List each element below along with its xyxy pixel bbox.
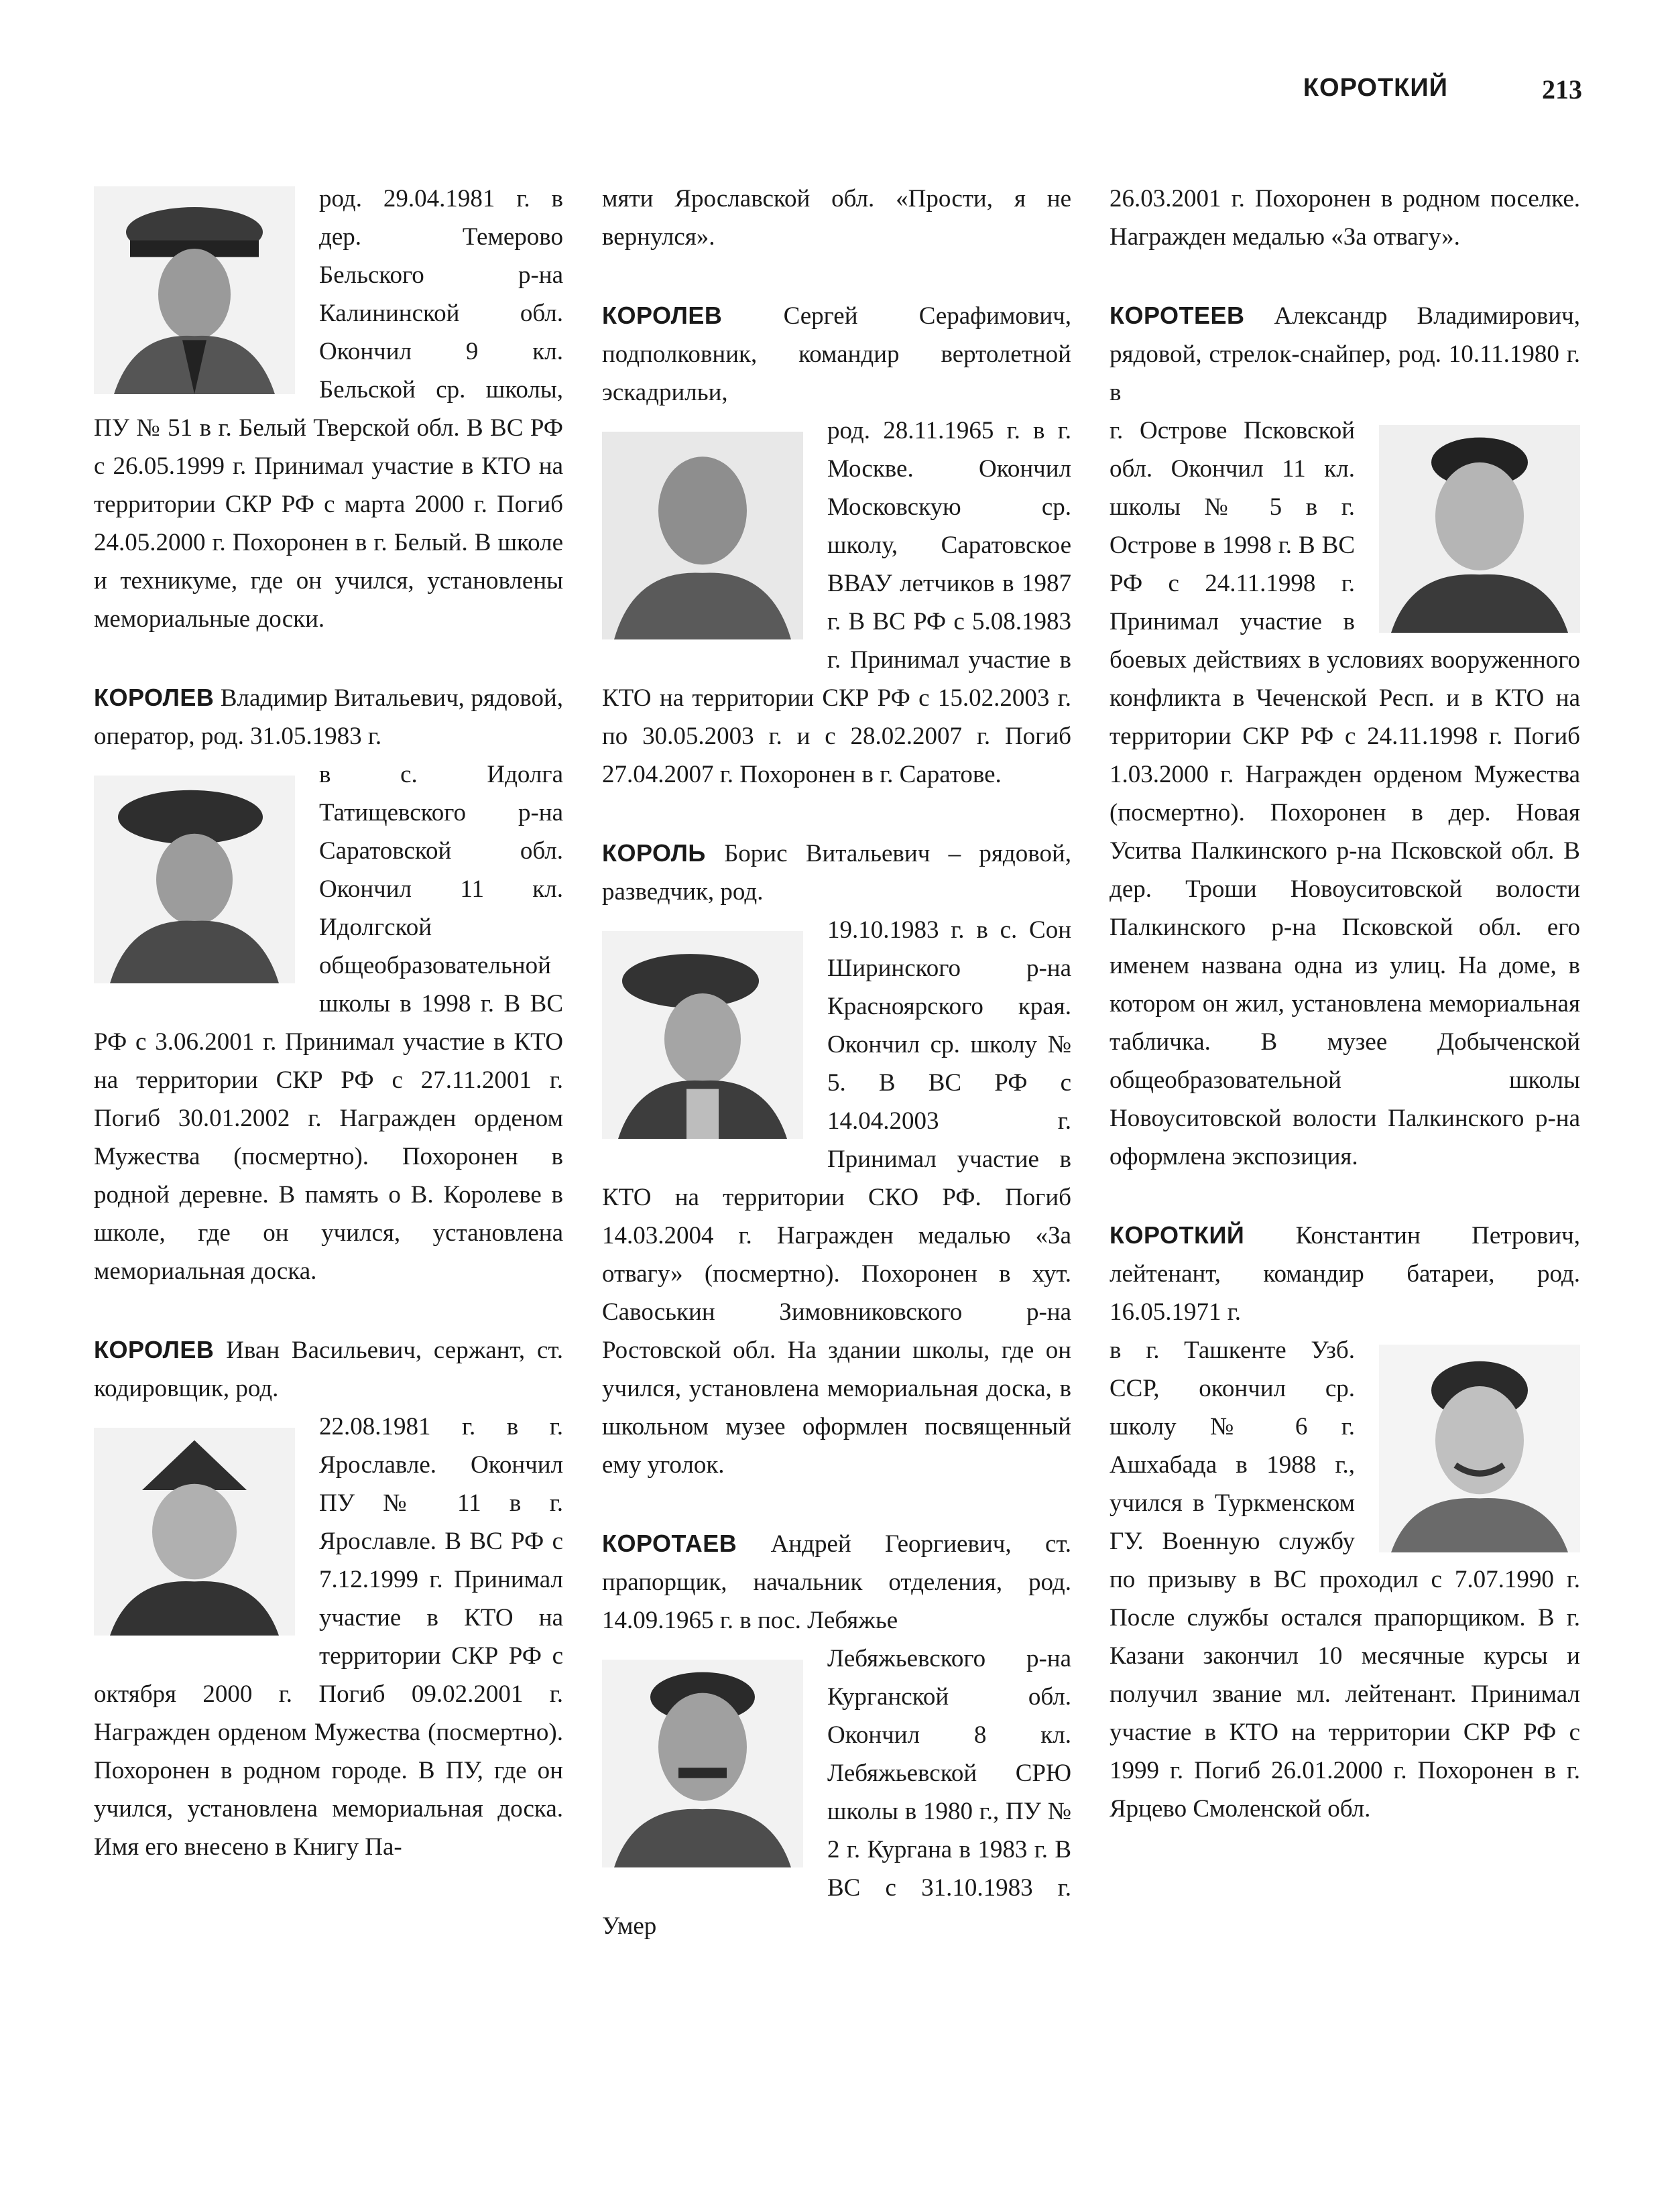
intro-text: Иван Васильевич, сержант, ст. кодировщик, род. bbox=[94, 1337, 563, 1402]
column-2 bbox=[602, 180, 1071, 1985]
intro-text: Сергей Серафимович, подполковник, командир вертолетной эскадрильи, bbox=[602, 302, 1071, 406]
portrait-photo bbox=[602, 1660, 803, 1867]
intro-text: Владимир Витальевич, рядовой, оператор, род. 31.05.1983 г. bbox=[94, 684, 563, 750]
entry-text: мяти Ярославской обл. «Прости, я не вернулся». bbox=[602, 185, 1071, 251]
entry-korol-boris bbox=[602, 834, 1071, 1484]
surname: КОРОТКИЙ bbox=[1110, 1221, 1245, 1249]
portrait-smiling-man-icon bbox=[1379, 1345, 1580, 1552]
portrait-photo bbox=[94, 186, 295, 394]
portrait-officer-icon bbox=[602, 432, 803, 639]
entry-text: в г. Ташкенте Узб. ССР, окончил ср. школу № 6 г. Ашхабада в 1988 г., учился в Туркменском ГУ. Военную службу по призыву в ВС проходил с 7.07.1990 г. После службы остался прапорщиком. В г. Казани закончил 10 месячные курсы и получил звание мл. лейтенант. Принимал участие в КТО на территории СКР РФ с 1999 г. Погиб 26.01.2000 г. Похоронен в г. Ярцево Смоленской обл. bbox=[1110, 1337, 1580, 1823]
surname: КОРОЛЬ bbox=[602, 839, 706, 867]
portrait-beret-soldier-icon bbox=[94, 776, 295, 983]
entry-text: 22.08.1981 г. в г. Ярославле. Окончил ПУ № 11 в г. Ярославле. В ВС РФ с 7.12.1999 г. Принимал участие в КТО на территории СКР РФ с октября 2000 г. Погиб 09.02.2001 г. Награжден орденом Мужества (посмертно). Похоронен в родном городе. В ПУ, где он учился, установлена мемориальная доска. Имя его внесено в Книгу Па- bbox=[94, 1413, 563, 1861]
surname: КОРОТАЕВ bbox=[602, 1530, 737, 1557]
entry-korolev-vladimir bbox=[94, 678, 563, 1290]
portrait-cap-soldier-icon bbox=[94, 186, 295, 394]
portrait-photo bbox=[94, 776, 295, 983]
entry-intro bbox=[1110, 296, 1580, 412]
entry-korolev-ivan bbox=[94, 1331, 563, 1866]
entry-intro bbox=[602, 296, 1071, 412]
column-3 bbox=[1110, 180, 1580, 1868]
entry-intro bbox=[94, 1331, 563, 1408]
column-1 bbox=[94, 180, 563, 1906]
surname: КОРОЛЕВ bbox=[94, 684, 215, 711]
portrait-photo bbox=[1379, 1345, 1580, 1552]
intro-text: Константин Петрович, лейтенант, командир батареи, род. 16.05.1971 г. bbox=[1110, 1222, 1580, 1326]
entry-intro bbox=[94, 678, 563, 755]
portrait-mustache-icon bbox=[602, 1660, 803, 1867]
intro-text: Андрей Георгиевич, ст. прапорщик, начальник отделения, род. 14.09.1965 г. в пос. Лебяжье bbox=[602, 1530, 1072, 1634]
portrait-photo bbox=[94, 1428, 295, 1636]
portrait-fieldcap-soldier-icon bbox=[94, 1428, 295, 1636]
surname: КОРОЛЕВ bbox=[602, 302, 723, 329]
entry-continued bbox=[602, 180, 1071, 256]
portrait-photo bbox=[602, 432, 803, 639]
entry-korolev-sergey bbox=[602, 296, 1071, 794]
entry-text: в с. Идолга Татищевского р-на Саратовской обл. Окончил 11 кл. Идолгской общеобразовательной школы в 1998 г. В ВС РФ с 3.06.2001 г. Принимал участие в КТО на территории СКР РФ с 27.11.2001 г. Погиб 30.01.2002 г. Награжден орденом Мужества (посмертно). Похоронен в родной деревне. В память о В. Королеве в школе, где он учился, установлена мемориальная доска. bbox=[94, 761, 563, 1285]
entry-continued bbox=[94, 180, 563, 638]
entry-intro bbox=[602, 1524, 1071, 1640]
entry-text: г. Острове Псковской обл. Окончил 11 кл. школы № 5 в г. Острове в 1998 г. В ВС РФ с 24.11.1998 г. Принимал участие в боевых действиях в условиях вооруженного конфликта в Чеченской Респ. и в КТО на территории СКР РФ с 24.11.1998 г. Погиб 1.03.2000 г. Награжден орденом Мужества (посмертно). Похоронен в дер. Новая Уситва Палкинского р-на Псковской обл. В дер. Троши Новоуситовской волости Палкинского р-на Псковской обл. его именем названа одна из улиц. На доме, в котором он жил, установлена мемориальная табличка. В музее Добыченской общеобразовательной школы Новоуситовской волости Палкинского р-на оформлена экспозиция. bbox=[1110, 417, 1580, 1170]
running-title: КОРОТКИЙ bbox=[1303, 74, 1448, 102]
intro-text: Борис Витальевич – рядовой, разведчик, род. bbox=[602, 840, 1071, 906]
entry-koroteev bbox=[1110, 296, 1580, 1176]
entry-text: род. 29.04.1981 г. в дер. Темерово Бельского р-на Калининской обл. Окончил 9 кл. Бельской ср. школы, ПУ № 51 в г. Белый Тверской обл. В ВС РФ с 26.05.1999 г. Принимал участие в КТО на территории СКР РФ с марта 2000 г. Погиб 24.05.2000 г. Похоронен в г. Белый. В школе и техникуме, где он учился, установлены мемориальные доски. bbox=[94, 185, 563, 633]
entry-text: род. 28.11.1965 г. в г. Москве. Окончил Московскую ср. школу, Саратовское ВВАУ летчиков в 1987 г. В ВС РФ с 5.08.1983 г. Принимал участие в КТО на территории СКР РФ с 15.02.2003 г. по 30.05.2003 г. и с 28.02.2007 г. Погиб 27.04.2007 г. Похоронен в г. Саратове. bbox=[602, 417, 1071, 788]
entry-intro bbox=[602, 834, 1071, 911]
portrait-young-man-icon bbox=[1379, 425, 1580, 633]
intro-text: Александр Владимирович, рядовой, стрелок-снайпер, род. 10.11.1980 г. в bbox=[1110, 302, 1580, 406]
portrait-photo bbox=[602, 931, 803, 1139]
entry-korotaev bbox=[602, 1524, 1071, 1945]
surname: КОРОЛЕВ bbox=[94, 1336, 215, 1363]
entry-continued bbox=[1110, 180, 1580, 256]
entry-text: Лебяжьевского р-на Курганской обл. Окончил 8 кл. Лебяжьевской СРЮ школы в 1980 г., ПУ № 2 г. Кургана в 1983 г. В ВС с 31.10.1983 г. Умер bbox=[602, 1645, 1071, 1940]
entry-intro bbox=[1110, 1216, 1580, 1331]
portrait-photo bbox=[1379, 425, 1580, 633]
entry-korotkiy bbox=[1110, 1216, 1580, 1828]
entry-text: 26.03.2001 г. Похоронен в родном поселке. Награжден медалью «За отвагу». bbox=[1110, 185, 1580, 251]
entry-text: 19.10.1983 г. в с. Сон Ширинского р-на Красноярского края. Окончил ср. школу № 5. В ВС РФ с 14.04.2003 г. Принимал участие в КТО на территории СКО РФ. Погиб 14.03.2004 г. Награжден медалью «За отвагу» (посмертно). Похоронен в хут. Савоськин Зимовниковского р-на Ростовской обл. На здании школы, где он учился, установлена мемориальная доска, в школьном музее оформлен посвященный ему уголок. bbox=[602, 916, 1071, 1479]
portrait-paratrooper-icon bbox=[602, 931, 803, 1139]
surname: КОРОТЕЕВ bbox=[1110, 302, 1245, 329]
page-number: 213 bbox=[1542, 74, 1582, 105]
